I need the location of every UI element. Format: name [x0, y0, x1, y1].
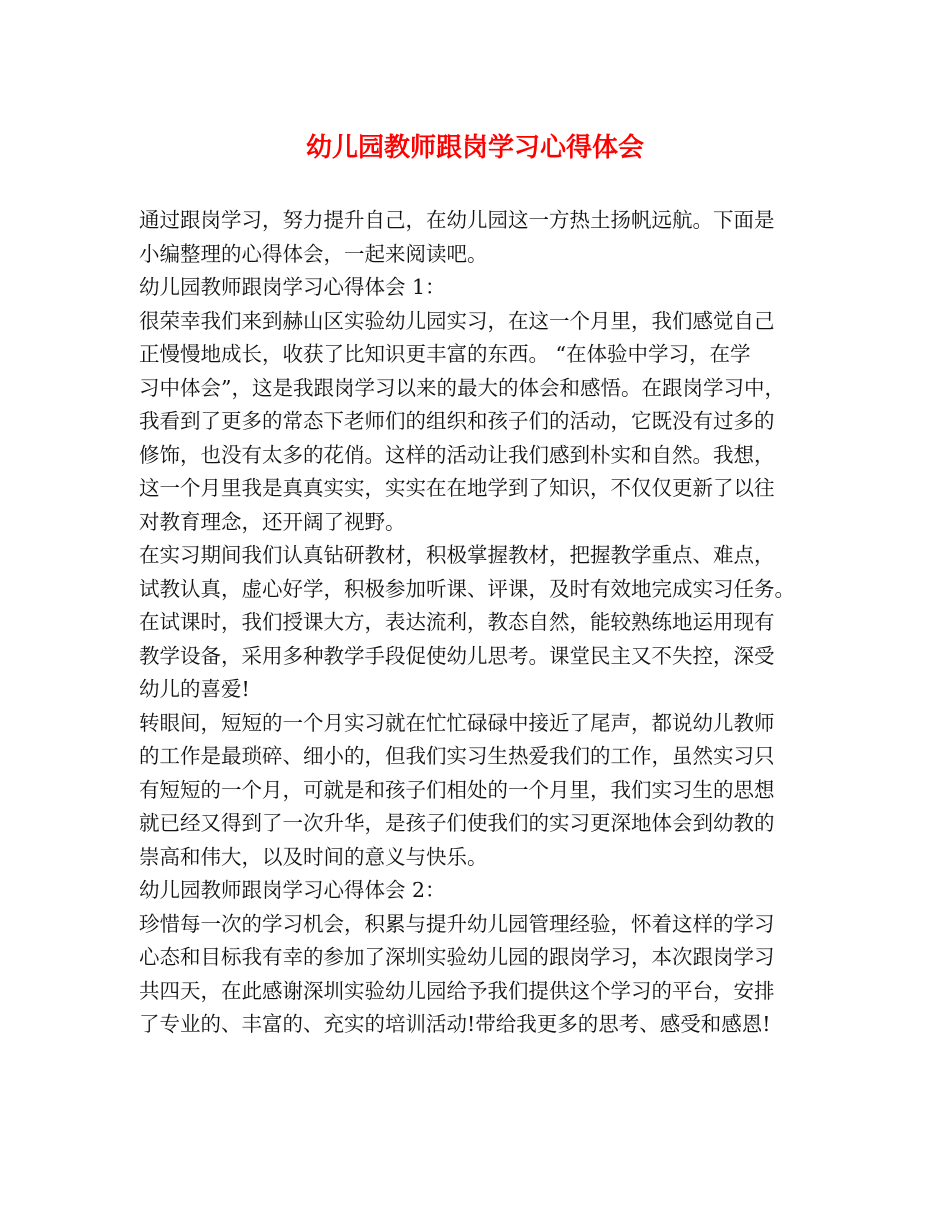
- body-text-line: 崇高和伟大，以及时间的意义与快乐。: [139, 844, 488, 869]
- body-text-line: 有短短的一个月，可就是和孩子们相处的一个月里，我们实习生的思想: [139, 777, 775, 802]
- body-text-line: 心态和目标我有幸的参加了深圳实验幼儿园的跟岗学习，本次跟岗学习: [139, 945, 775, 969]
- body-text-line: 转眼间，短短的一个月实习就在忙忙碌碌中接近了尾声，都说幼儿教师: [139, 710, 775, 735]
- body-text-line: 我看到了更多的常态下老师们的组织和孩子们的活动，它既没有过多的: [139, 409, 775, 433]
- body-text-line: 试教认真，虚心好学，积极参加听课、评课，及时有效地完成实习任务。: [139, 576, 795, 601]
- body-text-line: 幼儿园教师跟岗学习心得体会 2：: [139, 878, 446, 902]
- body-text-line: 幼儿的喜爱!: [139, 677, 250, 701]
- body-text-line: 珍惜每一次的学习机会，积累与提升幼儿园管理经验，怀着这样的学习: [139, 911, 775, 936]
- body-text-line: 共四天，在此感谢深圳实验幼儿园给予我们提供这个学习的平台，安排: [139, 978, 775, 1003]
- body-text-line: 了专业的、丰富的、充实的培训活动!带给我更多的思考、感受和感恩!: [139, 1012, 771, 1036]
- body-text-line: 习中体会”，这是我跟岗学习以来的最大的体会和感悟。在跟岗学习中，: [139, 375, 785, 400]
- body-text-line: 在试课时，我们授课大方，表达流利，教态自然，能较熟练地运用现有: [139, 610, 775, 634]
- body-text-line: 通过跟岗学习，努力提升自己，在幼儿园这一方热土扬帆远航。下面是: [139, 208, 775, 232]
- document-body: [139, 204, 819, 1042]
- body-text-line: 这一个月里我是真真实实，实实在在地学到了知识，不仅仅更新了以往: [139, 476, 775, 500]
- body-text-line: 就已经又得到了一次升华，是孩子们使我们的实习更深地体会到幼教的: [139, 811, 775, 835]
- body-text-line: 对教育理念，还开阔了视野。: [139, 509, 406, 534]
- body-text-line: 教学设备，采用多种教学手段促使幼儿思考。课堂民主又不失控，深受: [139, 643, 775, 668]
- body-text-line: 很荣幸我们来到赫山区实验幼儿园实习，在这一个月里，我们感觉自己: [139, 308, 775, 333]
- body-text-line: 的工作是最琐碎、细小的，但我们实习生热爱我们的工作，虽然实习只: [139, 744, 775, 768]
- document-title: 幼儿园教师跟岗学习心得体会: [305, 133, 644, 163]
- body-text-line: 修饰，也没有太多的花俏。这样的活动让我们感到朴实和自然。我想，: [139, 442, 775, 467]
- body-text-line: 在实习期间我们认真钻研教材，积极掌握教材，把握教学重点、难点，: [139, 543, 775, 567]
- body-text-line: 正慢慢地成长，收获了比知识更丰富的东西。 “在体验中学习，在学: [139, 342, 751, 366]
- body-text-line: 幼儿园教师跟岗学习心得体会 1：: [139, 275, 446, 299]
- body-text-line: 小编整理的心得体会，一起来阅读吧。: [139, 241, 488, 266]
